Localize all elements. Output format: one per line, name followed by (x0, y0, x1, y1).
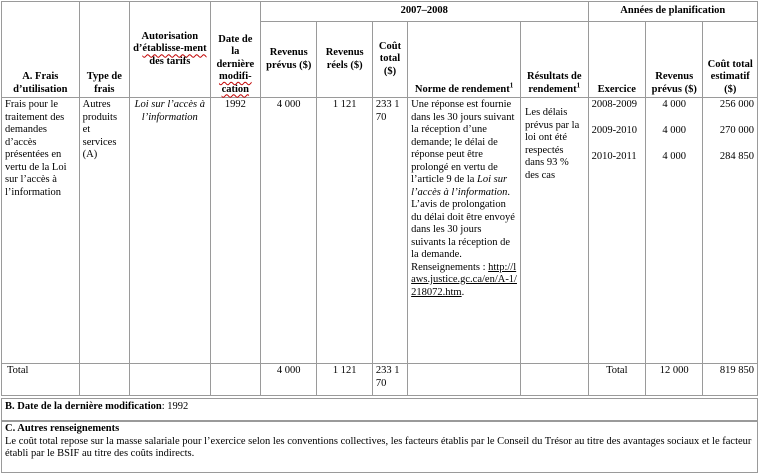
performance-results-cell: Les délais prévus par la loi ont été respectés dans 93 % des cas (521, 98, 589, 364)
legislation-link[interactable]: http://laws.justice.gc.ca/en/A-1/218072.htm (411, 261, 517, 298)
col-authority-header (130, 2, 211, 98)
total-label-cell: Total (2, 364, 80, 396)
plan-year-1: 2008-2009 (591, 99, 638, 110)
col-fiscal-year-header: Exercice (588, 22, 645, 98)
total-empty-cell (210, 364, 260, 396)
col-fee-type-header: Type de frais (79, 2, 129, 98)
plan-cost-1: 256 000 (719, 99, 754, 110)
plan-revenue-2: 4 000 (662, 125, 687, 136)
group-planning-years: Années de planification (588, 2, 757, 22)
plan-year-2: 2009-2010 (591, 125, 638, 136)
col-plan-estimated-cost-header: Coût total estimatif ($) (703, 22, 758, 98)
col-performance-results-header (521, 22, 589, 98)
col-user-fee-header: A. Frais d’utilisation (2, 2, 80, 98)
plan-revenue-3: 4 000 (662, 151, 687, 162)
date-cell: 1992 (210, 98, 260, 364)
actual-revenue-cell: 1 121 (317, 98, 372, 364)
section-b (1, 398, 758, 422)
total-row (2, 364, 758, 396)
total-cost-cell: 233 170 (372, 364, 407, 396)
authority-header-part3: des tarifs (149, 55, 191, 67)
standard-text-end: . (461, 286, 465, 298)
plan-total-cost-cell: 819 850 (703, 364, 758, 396)
total-empty-cell (130, 364, 211, 396)
section-b-label: B. Date de la dernière modification (5, 401, 162, 412)
date-header-part2: modifi-cation (218, 71, 252, 95)
footnote-marker: 1 (576, 81, 581, 89)
col-date-header (210, 2, 260, 98)
total-actual-revenue-cell: 1 121 (317, 364, 372, 396)
col-performance-standard-header (408, 22, 521, 98)
plan-revenue-cell (646, 98, 703, 364)
col-total-cost-header: Coût total ($) (372, 22, 407, 98)
total-empty-cell (408, 364, 521, 396)
section-b-value: : 1992 (161, 401, 189, 412)
user-fees-table (1, 1, 758, 396)
plan-cost-cell (703, 98, 758, 364)
total-forecast-revenue-cell: 4 000 (261, 364, 317, 396)
section-c (1, 420, 758, 473)
plan-total-revenue-cell: 12 000 (646, 364, 703, 396)
fee-type-cell: Autres produits et services (A) (79, 98, 129, 364)
forecast-revenue-cell: 4 000 (261, 98, 317, 364)
standard-text-2: . L’avis de prolongation du délai doit être envoyé dans les 30 jours suivants la réception de la demande. Renseignements : (411, 186, 515, 273)
performance-standard-label: Norme de rendement (414, 83, 510, 95)
group-2007-2008: 2007–2008 (261, 2, 589, 22)
total-empty-cell (521, 364, 589, 396)
plan-total-label-cell: Total (588, 364, 645, 396)
plan-cost-2: 270 000 (719, 125, 754, 136)
plan-cost-3: 284 850 (719, 151, 754, 162)
standard-act-title: Loi sur l’accès à l’information (411, 174, 508, 198)
user-fee-cell: Frais pour le traitement des demandes d’accès présentées en vertu de la Loi sur l’accès à l’information (2, 98, 80, 364)
section-c-label: C. Autres renseignements (5, 423, 120, 434)
authority-cell: Loi sur l’accès à l’information (130, 98, 211, 364)
col-plan-forecast-revenue-header: Revenus prévus ($) (646, 22, 703, 98)
standard-text-1: Une réponse est fournie dans les 30 jours suivant la réception d’une demande; le délai de réponse peut être prolongé en vertu de l’article 9 de la (411, 99, 515, 185)
total-empty-cell (79, 364, 129, 396)
section-c-text: Le coût total repose sur la masse salariale pour l’exercice selon les conventions collectives, les facteurs établis par le Conseil du Trésor au titre des avantages sociaux et le facteur établi par le BSIF au titre des coûts indirects. (5, 435, 752, 459)
total-cost-cell: 233 170 (372, 98, 407, 364)
performance-standard-cell (408, 98, 521, 364)
performance-results-label: Résultats de rendement (527, 71, 582, 95)
authority-header-part2: établisse-ment (142, 43, 207, 55)
plan-revenue-1: 4 000 (662, 99, 687, 110)
col-forecast-revenue-header: Revenus prévus ($) (261, 22, 317, 98)
col-actual-revenue-header: Revenus réels ($) (317, 22, 372, 98)
table-row (2, 98, 758, 364)
group-header-row (2, 2, 758, 22)
date-header-part1: Date de la dernière (216, 33, 255, 70)
footnote-marker: 1 (509, 81, 514, 89)
fiscal-year-cell (588, 98, 645, 364)
authority-header-part1: Autorisation d’ (133, 30, 199, 55)
plan-year-3: 2010-2011 (591, 151, 637, 162)
